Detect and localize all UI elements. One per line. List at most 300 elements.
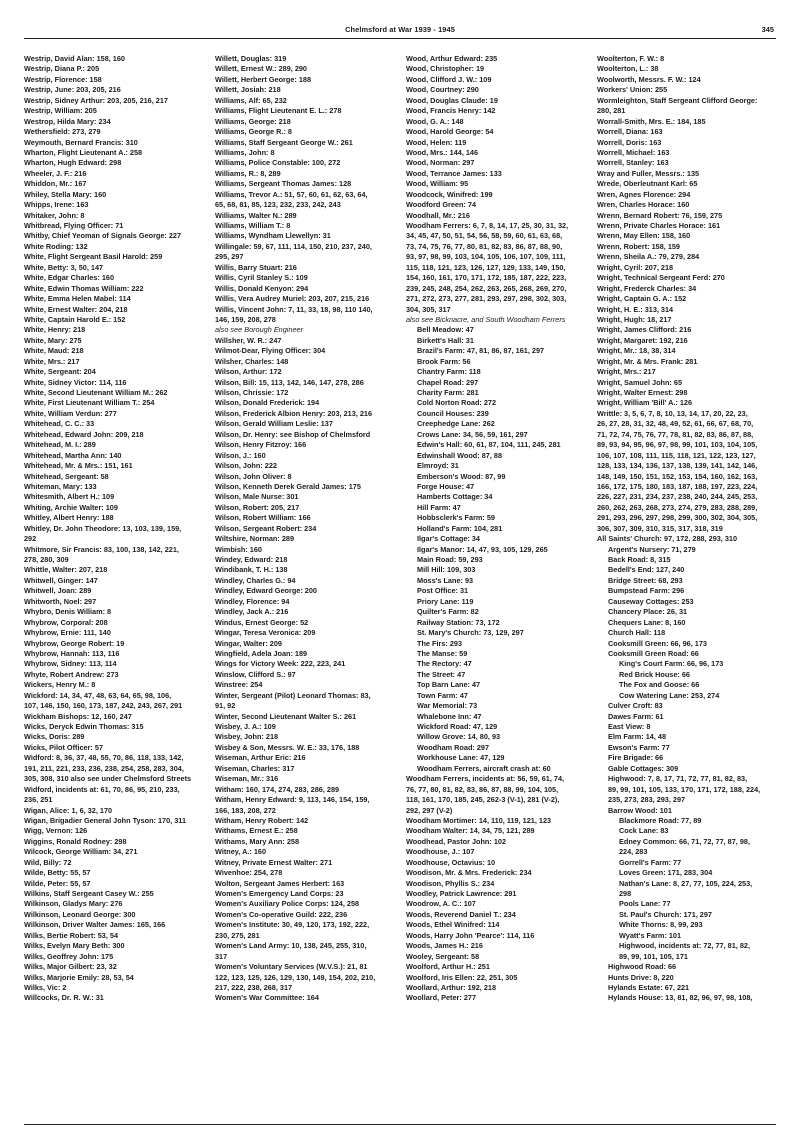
page-number: 345 [761, 25, 774, 34]
index-entry: Wood, Arthur Edward: 235 [406, 54, 498, 63]
index-subentry: 224, 283 [619, 847, 648, 857]
index-entry: Wilkins, Staff Sergeant Casey W.: 255 [24, 889, 154, 898]
index-entry: Wicks, Doris: 289 [24, 732, 85, 742]
index-entry: Wickers, Henry M.: 8 [24, 680, 96, 690]
index-entry: 91, 92 [215, 701, 236, 711]
index-entry: White, Second Lieutenant William M.: 262 [24, 388, 168, 397]
index-entry: Wright, Mrs.: 217 [597, 367, 656, 377]
index-subentry: Hylands Estate: 67, 221 [608, 982, 690, 992]
index-subentry: Culver Croft: 83 [608, 701, 663, 711]
index-subentry: Argent's Nursery: 71, 279 [608, 544, 696, 554]
index-entry: Williams, Walter N.: 289 [215, 210, 297, 220]
index-entry: Woolworth, Messrs. F. W.: 124 [597, 74, 701, 84]
index-entry: Williams, George R.: 8 [215, 127, 292, 137]
index-entry: Woollard, Peter: 277 [406, 993, 477, 1003]
index-entry: Wood, Clifford J. W.: 109 [406, 74, 492, 84]
index-entry: Westrip, William: 205 [24, 106, 97, 116]
index-entry: Wright, Cyril: 207, 218 [597, 262, 674, 272]
index-entry: White, Henry: 218 [24, 325, 86, 335]
index-entry: Williams, John: 8 [215, 147, 275, 157]
index-entry: 76, 77, 80, 81, 82, 83, 86, 87, 88, 99, 104, 105, [406, 784, 559, 794]
index-subentry: Brazil's Farm: 47, 81, 86, 87, 161, 297 [417, 346, 545, 356]
index-entry: Wilson, Sergeant Robert: 234 [215, 523, 317, 533]
index-entry: Windley, Edward George: 200 [215, 586, 317, 596]
header-rule [24, 38, 776, 39]
index-entry: Wingfield, Adela Joan: 189 [215, 648, 308, 658]
page-header [24, 8, 776, 36]
index-entry: Wright, Frederck Charles: 34 [597, 283, 697, 293]
index-subentry: Forge House: 47 [417, 481, 475, 491]
index-entry: Williams, R.: 8, 289 [215, 168, 281, 178]
index-subentry: Creephedge Lane: 262 [417, 419, 495, 429]
index-entry: Whybrow, George Robert: 19 [24, 638, 125, 648]
index-entry: White, Mary: 275 [24, 335, 82, 345]
index-entry: Worrell, Diana: 163 [597, 127, 663, 137]
index-subentry: Mill Hill: 109, 303 [417, 565, 476, 575]
index-entry: Westrip, Florence: 158 [24, 74, 102, 84]
index-entry: Wilson, Robert: 205, 217 [215, 502, 300, 512]
index-entry: 71, 72, 74, 75, 76, 77, 78, 81, 82, 83, 86, 87, 88, [597, 429, 754, 439]
index-entry: Wisbey & Son, Messrs. W. E.: 33, 176, 188 [215, 742, 360, 752]
index-entry: 305, 308, 310 also see under Chelmsford Streets [24, 774, 192, 784]
index-entry: Willingale: 59, 67, 111, 114, 150, 210, 237, 240, [215, 241, 372, 251]
index-entry: Woolterton, F. W.: 8 [597, 54, 665, 63]
index-entry: Wood, Douglas Claude: 19 [406, 95, 498, 105]
index-entry: Willett, Herbert George: 188 [215, 74, 312, 84]
index-subentry: Gable Cottages: 309 [608, 763, 679, 773]
index-entry: Wilkinson, Leonard George: 300 [24, 909, 136, 919]
index-entry: Wharton, Flight Lieutenant A.: 258 [24, 147, 143, 157]
index-entry: Wrenn, Sheila A.: 79, 279, 284 [597, 252, 700, 262]
index-entry: White, Captain Harold E.: 152 [24, 314, 126, 324]
index-subentry: Wickford Road: 47, 129 [417, 722, 498, 731]
index-entry: Woodford Green: 74 [406, 200, 477, 210]
index-entry: Williams, Flight Lieutenant E. L.: 278 [215, 106, 342, 116]
index-entry: 107, 146, 150, 160, 173, 187, 242, 243, 267, 291 [24, 701, 183, 711]
index-subentry: Bridge Street: 68, 293 [608, 575, 683, 585]
index-entry: Wright, Hugh: 18, 217 [597, 314, 672, 324]
index-subentry: The Manse: 59 [417, 648, 468, 658]
index-entry: White, Sergeant: 204 [24, 367, 96, 377]
index-entry: Whiting, Archie Walter: 109 [24, 502, 118, 512]
index-entry: Wilsher, Charles: 148 [215, 356, 289, 366]
header-title: Chelmsford at War 1939 - 1945 [345, 25, 455, 34]
index-entry: Windley, Florence: 94 [215, 596, 290, 606]
index-entry: 154, 160, 161, 170, 171, 172, 185, 187, 222, 223, [406, 273, 567, 283]
index-subentry: Loves Green: 171, 283, 304 [619, 868, 713, 878]
index-subentry: The Rectory: 47 [417, 659, 472, 669]
index-entry: White, Betty: 3, 50, 147 [24, 262, 104, 272]
index-subentry: Chantry Farm: 118 [417, 367, 481, 377]
index-subentry: Highwood, incidents at: 72, 77, 81, 82, [619, 941, 750, 951]
index-entry: Wright, Samuel John: 65 [597, 377, 683, 387]
index-entry: Willis, Cyril Stanley S.: 109 [215, 273, 308, 283]
index-entry: Workers' Union: 255 [597, 85, 668, 95]
index-entry: Wolton, Sergeant James Herbert: 163 [215, 878, 345, 888]
index-subentry: Causeway Cottages: 253 [608, 596, 694, 606]
index-subentry: Cooksmill Green: 66, 96, 173 [608, 638, 707, 648]
index-entry: 260, 262, 263, 268, 273, 274, 279, 283, 288, 289, [597, 502, 758, 512]
index-entry: Woods, Ethel Winifred: 114 [406, 920, 500, 930]
index-entry: Widford: 8, 36, 37, 48, 55, 70, 86, 118, 133, 142, [24, 753, 184, 763]
index-entry: Whitbread, Flying Officer: 71 [24, 221, 124, 230]
index-subentry: Post Office: 31 [417, 586, 469, 596]
index-entry: Whitehead, Mr. & Mrs.: 151, 161 [24, 461, 133, 471]
index-entry: 166, 183, 208, 272 [215, 805, 276, 815]
index-subentry: The Street: 47 [417, 669, 466, 679]
index-entry: Wingar, Walter: 209 [215, 638, 282, 648]
index-entry: Wood, Terrance James: 133 [406, 168, 502, 178]
index-entry: Woodison, Mr. & Mrs. Frederick: 234 [406, 868, 532, 878]
index-entry: Wisbey, John: 218 [215, 732, 279, 742]
index-entry: Wilson, Donald Frederick: 194 [215, 398, 320, 408]
index-entry: 128, 133, 134, 136, 137, 138, 139, 141, 142, 146, [597, 461, 758, 471]
index-entry: Wood, Christopher: 19 [406, 64, 485, 74]
index-entry: Wilkinson, Gladys Mary: 276 [24, 899, 123, 909]
index-entry: Women's Institute: 30, 49, 120, 173, 192, 222, [215, 920, 370, 930]
index-entry: 280, 281 [597, 106, 626, 116]
index-entry: 226, 227, 231, 234, 237, 238, 240, 244, 245, 253, [597, 492, 758, 502]
index-entry: 295, 297 [215, 252, 244, 262]
index-entry: Winstree: 254 [215, 680, 263, 690]
index-entry: Wrenn, Private Charles Horace: 161 [597, 221, 721, 230]
index-entry: Whipps, Irene: 163 [24, 200, 89, 210]
index-entry: 306, 307, 309, 310, 315, 317, 318, 319 [597, 523, 723, 533]
index-entry: Witney, A.: 160 [215, 847, 267, 857]
index-entry: White, Flight Sergeant Basil Harold: 259 [24, 252, 163, 262]
index-subentry: Charity Farm: 281 [417, 388, 479, 397]
index-entry: Wharton, Hugh Edward: 298 [24, 158, 122, 168]
index-subentry: Moss's Lane: 93 [417, 575, 474, 585]
index-subentry: Cooksmill Green Road: 66 [608, 648, 699, 658]
index-entry: Wingar, Teresa Veronica: 209 [215, 628, 316, 638]
index-entry: Woolford, Iris Ellen: 22, 251, 305 [406, 972, 518, 982]
index-subentry: Pools Lane: 77 [619, 899, 671, 909]
index-entry: Woodham Mortimer: 14, 110, 119, 121, 123 [406, 815, 552, 825]
index-entry: 271, 272, 273, 277, 281, 293, 297, 298, 302, 303, [406, 294, 567, 304]
index-entry: Wilson, Frederick Albion Henry: 203, 213, 216 [215, 408, 373, 418]
index-entry: Whitehead, C. C.: 33 [24, 419, 95, 429]
index-entry: Women's Co-operative Guild: 222, 236 [215, 909, 348, 919]
index-entry: Whybrow, Hannah: 113, 116 [24, 648, 120, 658]
index-subentry: Fire Brigade: 66 [608, 753, 664, 763]
index-entry: also see Bicknacre, and South Woodham Ferrers [406, 314, 566, 324]
index-entry: Wethersfield: 273, 279 [24, 127, 101, 137]
index-entry: Williams, George: 218 [215, 116, 291, 126]
index-subentry: Top Barn Lane: 47 [417, 680, 481, 690]
index-entry: Writtle: 3, 5, 6, 7, 8, 10, 13, 14, 17, 20, 22, 23, [597, 408, 748, 418]
index-entry: Wiseman, Charles: 317 [215, 763, 295, 773]
index-subentry: Hobbsclerk's Farm: 59 [417, 513, 495, 523]
index-subentry: War Memorial: 73 [417, 701, 478, 711]
index-entry: Wren, Charles Horace: 160 [597, 200, 690, 210]
index-subentry: Hamberts Cottage: 34 [417, 492, 493, 502]
index-entry: Wisbey, J. A.: 109 [215, 722, 276, 731]
index-entry: 106, 107, 108, 111, 115, 118, 121, 122, 123, 127, [597, 450, 756, 460]
index-entry: Woolterton, L.: 38 [597, 64, 659, 74]
index-entry: Wood, Mrs.: 144, 146 [406, 147, 479, 157]
index-subentry: Chancery Place: 26, 31 [608, 607, 688, 617]
index-entry: Wilson, J.: 160 [215, 450, 266, 460]
index-entry: White, Maud: 218 [24, 346, 84, 356]
index-column-1 [24, 54, 203, 1120]
index-entry: Westrop, Hilda Mary: 234 [24, 116, 111, 126]
index-entry: Willis, Donald Kenyon: 294 [215, 283, 309, 293]
index-subentry: Main Road: 59, 293 [417, 555, 483, 564]
index-entry: 166, 172, 175, 180, 183, 187, 188, 197, 223, 224, [597, 481, 758, 491]
index-subentry: Dawes Farm: 61 [608, 711, 664, 721]
index-entry: 122, 123, 125, 126, 129, 130, 149, 154, 202, 210, [215, 972, 376, 982]
index-entry: Wrenn, Bernard Robert: 76, 159, 275 [597, 210, 723, 220]
index-entry: Women's War Committee: 164 [215, 993, 319, 1003]
index-entry: Wiggins, Ronald Rodney: 298 [24, 836, 127, 846]
index-entry: Williams, Police Constable: 100, 272 [215, 158, 341, 168]
index-subentry: Quilter's Farm: 82 [417, 607, 479, 617]
index-subentry: King's Court Farm: 66, 96, 173 [619, 659, 724, 669]
index-entry: Wilson, Gerald William Leslie: 137 [215, 419, 333, 429]
index-entry: Women's Emergency Land Corps: 23 [215, 889, 344, 898]
index-entry: All Saints' Church: 97, 172, 288, 293, 310 [597, 534, 738, 544]
index-entry: Wright, Captain G. A.: 152 [597, 294, 687, 304]
index-subentry: Cold Norton Road: 272 [417, 398, 497, 408]
index-entry: Westrip, Sidney Arthur: 203, 205, 216, 217 [24, 95, 168, 105]
index-entry: White Roding: 132 [24, 241, 88, 251]
index-entry: Women's Land Army: 10, 138, 245, 255, 310, [215, 941, 367, 951]
index-subentry: Ilgar's Manor: 14, 47, 93, 105, 129, 265 [417, 544, 548, 554]
index-entry: Withams, Mary Ann: 258 [215, 836, 300, 846]
index-entry: 65, 68, 81, 85, 123, 232, 233, 242, 243 [215, 200, 341, 210]
index-entry: Wiseman, Arthur Eric: 216 [215, 753, 306, 763]
index-entry: Wright, Walter Ernest: 298 [597, 388, 688, 397]
index-entry: Wilmot-Dear, Flying Officer: 304 [215, 346, 326, 356]
index-entry: Wrenn, May Ellen: 158, 160 [597, 231, 691, 241]
index-entry: Woodham Ferrers, incidents at: 56, 59, 61, 74, [406, 774, 565, 784]
index-entry: 115, 118, 121, 123, 126, 127, 129, 133, 149, 150, [406, 262, 566, 272]
index-entry: White, Ernest Walter: 204, 218 [24, 304, 128, 314]
index-entry: Willcocks, Dr. R. W.: 31 [24, 993, 104, 1003]
index-entry: Wilson, Male Nurse: 301 [215, 492, 299, 502]
index-subentry: 89, 99, 101, 105, 133, 170, 171, 172, 188, 224, [608, 784, 761, 794]
index-entry: Wheeler, J. F.: 216 [24, 168, 87, 178]
index-entry: Wicks, Deryck Edwin Thomas: 315 [24, 722, 144, 731]
index-entry: Whitesmith, Albert H.: 109 [24, 492, 115, 502]
index-entry: Winter, Sergeant (Pilot) Leonard Thomas: 83, [215, 690, 371, 700]
index-entry: Woodcock, Winifred: 199 [406, 189, 493, 199]
index-entry: Whitmore, Sir Francis: 83, 100, 138, 142, 221, [24, 544, 179, 554]
index-subentry: Crows Lane: 34, 56, 59, 161, 297 [417, 429, 528, 439]
index-entry: Wood, William: 95 [406, 179, 469, 189]
index-entry: Wiseman, Mr.: 316 [215, 774, 279, 784]
index-entry: Whittle, Walter: 207, 218 [24, 565, 108, 575]
index-entry: Whitwell, Joan: 289 [24, 586, 92, 596]
index-subentry: Cock Lane: 83 [619, 826, 669, 836]
index-entry: Wray and Fuller, Messrs.: 135 [597, 168, 700, 178]
index-entry: Wilson, John Oliver: 8 [215, 471, 292, 481]
index-entry: Wigg, Vernon: 126 [24, 826, 88, 836]
index-entry: 230, 275, 281 [215, 930, 260, 940]
index-entry: Wilde, Betty: 55, 57 [24, 868, 91, 878]
index-entry: 236, 251 [24, 795, 53, 805]
index-subentry: Highwood Road: 66 [608, 962, 677, 972]
index-entry: Westrip, David Alan: 158, 160 [24, 54, 125, 63]
index-entry: Wilson, Robert William: 166 [215, 513, 311, 523]
index-entry: Whiddon, Mr.: 167 [24, 179, 87, 189]
index-entry: Woodham Walter: 14, 34, 75, 121, 289 [406, 826, 535, 836]
index-entry: Wilson, John: 222 [215, 461, 277, 471]
index-entry: Windey, Edward: 218 [215, 555, 288, 564]
index-entry: Willett, Josiah: 218 [215, 85, 281, 95]
index-entry: Wilson, Arthur: 172 [215, 367, 282, 377]
index-subentry: Chapel Road: 297 [417, 377, 479, 387]
index-subentry: Ewson's Farm: 77 [608, 742, 670, 752]
index-entry: Wren, Agnes Florence: 294 [597, 189, 691, 199]
index-entry: Willis, Barry Stuart: 216 [215, 262, 297, 272]
index-subentry: The Firs: 293 [417, 638, 463, 648]
index-subentry: Ilgar's Cottage: 34 [417, 534, 480, 544]
index-entry: Willett, Douglas: 319 [215, 54, 287, 63]
index-entry: Whybro, Denis William: 8 [24, 607, 112, 617]
index-entry: Woodhead, Pastor John: 102 [406, 836, 507, 846]
index-entry: Wilks, Marjorie Emily: 28, 53, 54 [24, 972, 134, 982]
index-entry: Whitley, Albert Henry: 188 [24, 513, 114, 523]
index-subentry: Cow Watering Lane: 253, 274 [619, 690, 720, 700]
index-entry: Woodison, Phyllis S.: 234 [406, 878, 495, 888]
index-entry: Worrall-Smith, Mrs. E.: 184, 185 [597, 116, 706, 126]
index-entry: Winter, Second Lieutenant Walter S.: 261 [215, 711, 357, 721]
index-columns [24, 54, 776, 1120]
index-subentry: Barrow Wood: 101 [608, 805, 672, 815]
index-entry: Wilks, Major Gilbert: 23, 32 [24, 962, 117, 972]
index-entry: Whitehead, M. I.: 289 [24, 440, 96, 450]
index-entry: Witham: 160, 174, 274, 283, 286, 289 [215, 784, 340, 794]
index-entry: White, Edwin Thomas William: 222 [24, 283, 144, 293]
index-entry: Wright, Mr.: 18, 38, 314 [597, 346, 676, 356]
index-entry: Woodhouse, Octavius: 10 [406, 857, 496, 867]
index-subentry: Holland's Farm: 104, 281 [417, 523, 503, 533]
index-entry: Whitehead, Edward John: 209, 218 [24, 429, 144, 439]
index-entry: Wright, James Clifford: 216 [597, 325, 692, 335]
index-subentry: East View: 8 [608, 722, 651, 731]
index-subentry: Bumpstead Farm: 296 [608, 586, 685, 596]
index-subentry: Gorrell's Farm: 77 [619, 857, 682, 867]
index-entry: Wild, Billy: 72 [24, 857, 72, 867]
index-subentry: Highwood: 7, 8, 17, 71, 72, 77, 81, 82, 83, [608, 774, 748, 784]
index-entry: Williams, Sergeant Thomas James: 128 [215, 179, 352, 189]
index-entry: Wilson, Kenneth Derek Gerald James: 175 [215, 481, 361, 491]
index-entry: 191, 211, 221, 233, 236, 238, 254, 258, 283, 304, [24, 763, 184, 773]
index-entry: 217, 222, 238, 268, 317 [215, 982, 293, 992]
index-subentry: St. Mary's Church: 73, 129, 297 [417, 628, 524, 638]
index-subentry: Back Road: 8, 315 [608, 555, 671, 564]
index-entry: Worrell, Stanley: 163 [597, 158, 669, 168]
index-entry: Wilson, Chrissie: 172 [215, 388, 289, 397]
index-entry: Willsher, W. R.: 247 [215, 335, 282, 345]
index-entry: also see Borough Engineer [215, 325, 304, 335]
index-entry: Wrede, Oberleutnant Karl: 65 [597, 179, 698, 189]
index-subentry: Hunts Drive: 8, 220 [608, 972, 674, 982]
index-entry: Whybrow, Ernie: 111, 140 [24, 628, 111, 638]
index-entry: Willis, Vera Audrey Muriel: 203, 207, 215, 216 [215, 294, 370, 304]
index-entry: 304, 305, 317 [406, 304, 451, 314]
index-entry: Windus, Ernest George: 52 [215, 617, 309, 627]
index-column-2 [215, 54, 394, 1120]
index-entry: Wiltshire, Norman: 289 [215, 534, 295, 544]
index-entry: Wilks, Vic: 2 [24, 982, 67, 992]
index-entry: Willis, Vincent John: 7, 11, 33, 18, 98, 110 140, [215, 304, 373, 314]
index-entry: Wings for Victory Week: 222, 223, 241 [215, 659, 346, 669]
index-entry: White, William Verdun: 277 [24, 408, 117, 418]
index-subentry: Priory Lane: 119 [417, 596, 474, 606]
index-entry: Williams, Staff Sergeant George W.: 261 [215, 137, 353, 147]
index-entry: Woods, Reverend Daniel T.: 234 [406, 909, 516, 919]
index-entry: Wilks, Geoffrey John: 175 [24, 951, 114, 961]
index-entry: Wilson, Henry Fitzroy: 166 [215, 440, 307, 450]
index-entry: Wilks, Evelyn Mary Beth: 300 [24, 941, 125, 951]
index-subentry: Workhouse Lane: 47, 129 [417, 753, 505, 763]
index-entry: White, Edgar Charles: 160 [24, 273, 115, 283]
index-entry: Woodrow, A. C.: 107 [406, 899, 476, 909]
index-subentry: Bedell's End: 127, 240 [608, 565, 685, 575]
index-entry: Wright, Technical Sergeant Ferd: 270 [597, 273, 725, 283]
index-entry: White, Emma Helen Mabel: 114 [24, 294, 131, 304]
index-entry: Witham, Henry Edward: 9, 113, 146, 154, 159, [215, 795, 370, 805]
index-entry: Worrell, Doris: 163 [597, 137, 662, 147]
index-entry: Whiley, Stella Mary: 160 [24, 189, 107, 199]
index-entry: Wilde, Peter: 55, 57 [24, 878, 91, 888]
index-column-4 [597, 54, 776, 1120]
index-entry: Williams, Trevor A.: 51, 57, 60, 61, 62, 63, 64, [215, 189, 368, 199]
index-entry: Wilks, Bertie Robert: 53, 54 [24, 930, 119, 940]
index-entry: Woolford, Arthur H.: 251 [406, 962, 490, 972]
index-entry: Worrell, Michael: 163 [597, 147, 670, 157]
index-entry: Whitehead, Martha Ann: 140 [24, 450, 122, 460]
index-entry: Woods, James H.: 216 [406, 941, 483, 951]
index-entry: White, Sidney Victor: 114, 116 [24, 377, 127, 387]
index-subentry: 298 [619, 889, 632, 898]
index-subentry: Church Hall: 118 [608, 628, 666, 638]
index-entry: 148, 149, 150, 151, 152, 153, 154, 160, 162, 163, [597, 471, 758, 481]
index-subentry: Blackmore Road: 77, 89 [619, 815, 702, 825]
index-subentry: Edwin's Hall: 60, 61, 87, 104, 111, 245, 281 [417, 440, 561, 450]
index-entry: Whitehead, Sergeant: 58 [24, 471, 109, 481]
index-entry: Wivenhoe: 254, 278 [215, 868, 283, 878]
index-entry: Whitby, Chief Yeoman of Signals George: 227 [24, 231, 182, 241]
index-entry: Wigan, Alice: 1, 6, 32, 170 [24, 805, 113, 815]
index-entry: Westrip, June: 203, 205, 216 [24, 85, 121, 95]
index-subentry: Chequers Lane: 8, 160 [608, 617, 686, 627]
index-entry: 89, 93, 94, 95, 96, 97, 98, 99, 101, 103, 104, 105, [597, 440, 758, 450]
index-subentry: Edney Common: 66, 71, 72, 77, 87, 98, [619, 836, 750, 846]
index-entry: Wood, Helen: 119 [406, 137, 467, 147]
index-subentry: Elmroyd: 31 [417, 461, 459, 471]
index-entry: Wickford: 14, 34, 47, 48, 63, 64, 65, 98, 106, [24, 690, 172, 700]
index-entry: Witney, Private Ernest Walter: 271 [215, 857, 333, 867]
index-entry: 291, 293, 296, 297, 298, 299, 300, 302, 304, 305, [597, 513, 758, 523]
index-subentry: Nathan's Lane: 8, 27, 77, 105, 224, 253, [619, 878, 753, 888]
index-entry: Windibank, T. H.: 138 [215, 565, 288, 575]
index-subentry: 89, 99, 101, 105, 171 [619, 951, 688, 961]
index-entry: Wilson, Dr. Henry: see Bishop of Chelmsford [215, 429, 371, 439]
index-entry: Wicks, Pilot Officer: 57 [24, 742, 104, 752]
index-entry: 278, 280, 309 [24, 555, 69, 564]
index-subentry: Woodham Road: 297 [417, 742, 490, 752]
index-subentry: St. Paul's Church: 171, 297 [619, 909, 712, 919]
index-entry: Women's Voluntary Services (W.V.S.): 21, 81 [215, 962, 368, 972]
index-entry: Williams, Wyndham Llewellyn: 31 [215, 231, 331, 241]
index-entry: Woods, Harry John 'Pearce': 114, 116 [406, 930, 535, 940]
index-entry: Wood, Harold George: 54 [406, 127, 494, 137]
index-entry: Whybrow, Corporal: 208 [24, 617, 108, 627]
